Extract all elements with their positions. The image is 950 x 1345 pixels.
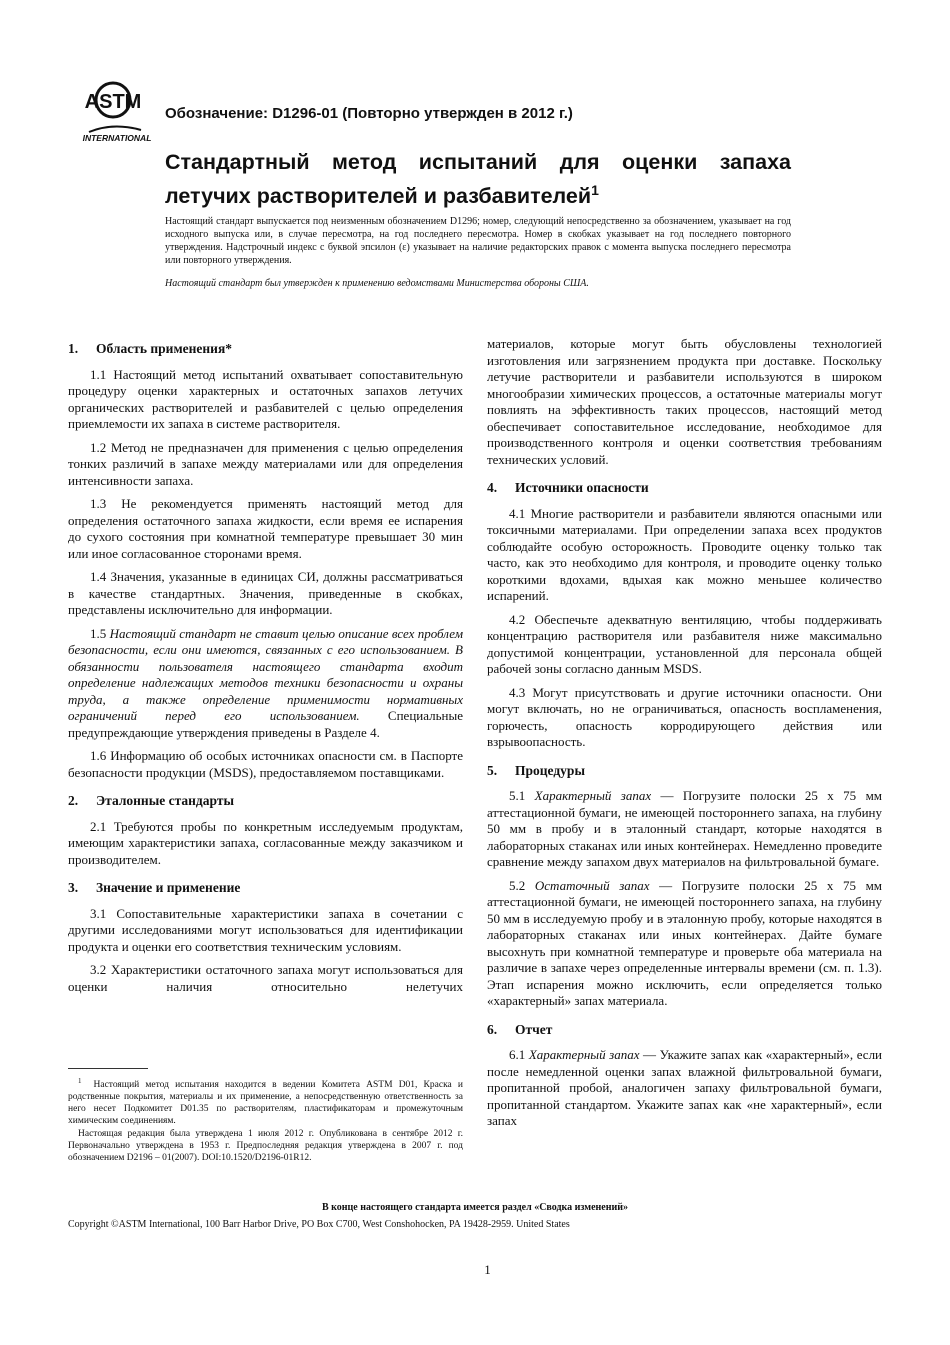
- astm-logo-mark: [83, 83, 152, 143]
- section-2-number: 2.: [68, 793, 79, 808]
- title-footnote-mark: 1: [591, 182, 599, 198]
- astm-logo-subtext: INTERNATIONAL: [82, 133, 152, 143]
- paragraph-5-2-text: — Погрузите полоски 25 x 75 мм аттестационной бумаги, не имеющей постороннего запаха, на глубину 50 мм в исследуемую пробу и в эталонную пробу, которые находятся в лабораторных стаканах или иных контейнерах. Дайте бумаге высохнуть при комнатной температуре и проверьте оба материала на различие в запахе через определенные интервалы времени (см. п. 1.3). Этап испарения можно исключить, если определяется только «характерный» запах материала.: [487, 877, 883, 1008]
- section-1-title: Область применения*: [96, 341, 233, 356]
- paragraph-1-1: 1.1 Настоящий метод испытаний охватывает сопоставительную процедуру оценки характерных и остаточных запахов летучих органических растворителей и разбавителей с целью определения приемлемости их запаха в системе растворителя.: [68, 366, 463, 431]
- paragraph-4-1: 4.1 Многие растворители и разбавители являются опасными или токсичными материалами. При определении запаха всех продуктов соблюдайте особую осторожность. Проводите оценку только так часто, как это необходимо для контроля, и проводите оценку только короткими вдохами, вдыхая как можно меньшее количество испарений.: [487, 505, 882, 603]
- approval-note: Настоящий стандарт был утвержден к применению ведомствами Министерства обороны США.: [165, 278, 589, 289]
- paragraph-4-2: 4.2 Обеспечьте адекватную вентиляцию, чтобы поддерживать концентрацию растворителя или разбавителя ниже максимально допустимой концентрации, установленной для персонала общей рабочей зоны согласно данным MSDS.: [487, 611, 882, 676]
- section-3-title: Значение и применение: [96, 880, 241, 895]
- document-title: [165, 148, 791, 210]
- section-4-title: Источники опасности: [515, 480, 649, 495]
- paragraph-1-5-rest: Специальные предупреждающие утверждения приведены в Разделе 4.: [68, 708, 463, 740]
- section-4-number: 4.: [487, 480, 498, 495]
- designation: Обозначение: D1296-01 (Повторно утвержден в 2012 г.): [165, 105, 573, 122]
- section-1-heading: [68, 336, 463, 358]
- footnote-divider: [68, 1068, 148, 1069]
- summary-of-changes-note: В конце настоящего стандарта имеется раздел «Сводка изменений»: [321, 1202, 629, 1213]
- footnote-1-mark: 1: [78, 1077, 82, 1085]
- footnote-1-text: Настоящий метод испытания находится в ведении Комитета ASTM D01, Краска и родственные покрытия, материалы и их применение, а непосредственную ответственность за него несет Подкомитет D01.35 по растворителям, пластификаторам и промежуточным химическим соединениям.: [68, 1080, 463, 1127]
- paragraph-5-1-number: 5.1: [509, 788, 526, 803]
- section-5-heading: [487, 758, 882, 780]
- paragraph-5-1: [487, 788, 882, 871]
- paragraph-6-1-text: — Укажите запах как «характерный», если после немедленной оценки запах влажной фильтровальной бумаги, пропитанной пробой, аналогичен запаху фильтровальной бумаги, пропитанной стандартом. Укажите запах как «не характерный», если запах: [487, 1047, 883, 1128]
- paragraph-6-1-term: Характерный запах: [528, 1047, 640, 1062]
- footnote-2: Настоящая редакция была утверждена 1 июля 2012 г. Опубликована в сентябре 2012 г. Первоначально утверждена в 1953 г. Предпоследняя редакция утверждена в 2007 г. под обозначением D2196 – 01(2007). DOI:10.1520/D2196-01R12.: [68, 1129, 463, 1164]
- paragraph-3-2-continued: материалов, которые могут быть обусловлены технологией изготовления или загрязнением продукта при доставке. Поскольку летучие растворители и разбавители используются в широком многообразии химических процессов, а остаточные материалы могут повлиять на эффективность таких процессов, настоящий метод обеспечивает сопоставительное исследование, необходимое для производственного контроля и оценки соответствия требованиям технических условий.: [487, 336, 882, 467]
- section-2-title: Эталонные стандарты: [96, 793, 235, 808]
- footnotes: [68, 1075, 463, 1165]
- section-6-title: Отчет: [515, 1021, 553, 1037]
- section-6-heading: [487, 1017, 882, 1039]
- section-2-heading: [68, 788, 463, 810]
- paragraph-5-2-number: 5.2: [509, 877, 526, 893]
- right-column: [487, 336, 882, 1137]
- copyright: Copyright ©ASTM International, 100 Barr Harbor Drive, PO Box C700, West Conshohocken, PA 19428-2959. United States: [68, 1219, 570, 1230]
- page-number: 1: [484, 1262, 491, 1277]
- paragraph-1-5-number: 1.5: [90, 625, 107, 641]
- paragraph-6-1: [487, 1047, 882, 1130]
- paragraph-1-2: 1.2 Метод не предназначен для применения с целью определения тонких различий в запахе между материалами или для определения интенсивности запаха.: [68, 439, 463, 488]
- paragraph-1-4: 1.4 Значения, указанные в единицах СИ, должны рассматриваться в качестве стандартных. Значения, приведенные в скобках, представлены исключительно для информации.: [68, 569, 463, 617]
- left-column: [68, 336, 463, 1002]
- section-5-number: 5.: [487, 762, 498, 778]
- paragraph-1-3: 1.3 Не рекомендуется применять настоящий метод для определения остаточного запаха жидкости, если время ее испарения до сухого состояния при комнатной температуре превышает 30 мин или иное согласованное сторонами время.: [68, 496, 463, 561]
- document-title-text: Стандартный метод испытаний для оценки запаха летучих растворителей и разбавителей: [165, 150, 791, 209]
- paragraph-1-5: [68, 626, 463, 742]
- paragraph-6-1-number: 6.1: [509, 1047, 526, 1062]
- section-5-title: Процедуры: [515, 762, 585, 778]
- astm-logo: [75, 78, 159, 144]
- paragraph-5-1-text: — Погрузите полоски 25 x 75 мм аттестационной бумаги, не имеющей постороннего запаха, на глубину 50 мм в пробу и в эталонный стандарт, которые находятся в лабораторных стаканах или иных контейнерах. Немедленно проведите сравнение между запахом двух материалов на фильтровальной бумаге.: [487, 788, 883, 869]
- section-3-number: 3.: [68, 880, 79, 895]
- paragraph-5-2-term: Остаточный запах: [534, 877, 650, 893]
- paragraph-3-2: 3.2 Характеристики остаточного запаха могут использоваться для оценки наличия относительно нелетучих: [68, 962, 463, 994]
- issue-note: Настоящий стандарт выпускается под неизменным обозначением D1296; номер, следующий непосредственно за обозначением, указывает на год исходного выпуска или, в случае пересмотра, на год последнего пересмотра. Номер в скобках указывает на год последнего повторного утверждения. Надстрочный индекс с буквой эпсилон (ε) указывает на наличие редакторских правок с момента выпуска последнего пересмотра или повторного утверждения.: [165, 216, 791, 266]
- section-4-heading: [487, 475, 882, 497]
- astm-logo-text: ASTM: [84, 91, 142, 113]
- section-3-heading: [68, 875, 463, 897]
- paragraph-4-3: 4.3 Могут присутствовать и другие источники опасности. Они могут включать, но не ограничиваться, опасность воспламенения, горючесть, опасность корродирующего действия или взрывоопасность.: [487, 684, 882, 749]
- paragraph-2-1: 2.1 Требуются пробы по конкретным исследуемым продуктам, имеющим характеристики запаха, согласованные между заказчиком и производителем.: [68, 818, 463, 867]
- paragraph-3-1: 3.1 Сопоставительные характеристики запаха в сочетании с другими исследованиями могут использоваться для идентификации продукта и оценки его соответствия техническим условиям.: [68, 905, 463, 954]
- section-1-number: 1.: [68, 341, 79, 356]
- paragraph-1-6: 1.6 Информацию об особых источниках опасности см. в Паспорте безопасности продукции (MSDS), предоставляемом поставщиками.: [68, 748, 463, 780]
- paragraph-5-1-term: Характерный запах: [534, 788, 652, 803]
- safety-statement: Настоящий стандарт не ставит целью описание всех проблем безопасности, если они имеются, связанных с его использованием. В обязанности пользователя настоящего стандарта входит определение надлежащих методов техники безопасности и охраны труда, а также определение применимости нормативных ограничений перед его использованием.: [68, 625, 463, 723]
- paragraph-5-2: [487, 878, 882, 1010]
- footnote-1: [68, 1075, 463, 1127]
- section-6-number: 6.: [487, 1021, 498, 1037]
